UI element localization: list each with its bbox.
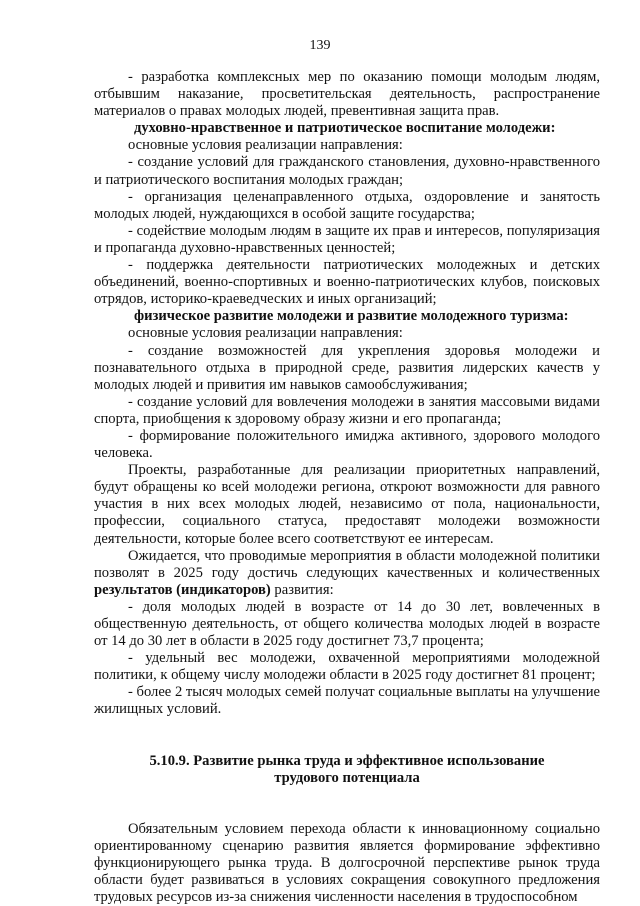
paragraph: Обязательным условием перехода области к инновационному социально ориентированному сценарию развития является формирование эффективно функционирующего рынка труда. В долгосрочной перспективе рынок труда области будет развиваться в условиях сокращения совокупного предложения трудовых ресурсов из-за снижения численности населения в трудоспособном	[94, 820, 600, 905]
list-item: - более 2 тысяч молодых семей получат социальные выплаты на улучшение жилищных условий.	[94, 684, 600, 718]
list-item: - организация целенаправленного отдыха, оздоровление и занятость молодых людей, нуждающихся в особой защите государства;	[94, 188, 600, 222]
section-heading	[94, 753, 600, 787]
list-item: - формирование положительного имиджа активного, здорового молодого человека.	[94, 427, 600, 462]
list-item: - создание условий для гражданского становления, духовно-нравственного и патриотического воспитания молодых граждан;	[94, 154, 600, 188]
paragraph: основные условия реализации направления:	[128, 325, 403, 342]
list-item: - доля молодых людей в возрасте от 14 до 30 лет, вовлеченных в общественную деятельность, от общего количества молодых людей в возрасте от 14 до 30 лет в области в 2025 году достигнет 73,7 процента;	[94, 598, 600, 650]
paragraph-expected-results	[94, 548, 600, 599]
paragraph: Проекты, разработанные для реализации приоритетных направлений, будут обращены ко всей молодежи региона, откроют возможности для равного участия в них всех молодых людей, независимо от пола, национальности, профессии, социального статуса, предоставят молодежи возможности деятельности, которые более всего соответствуют ее интересам.	[94, 462, 600, 547]
document-body	[94, 69, 600, 906]
page-number: 139	[309, 38, 331, 53]
list-item: - создание возможностей для укрепления здоровья молодежи и познавательного отдыха в природной среде, развития лидерских качеств у молодых людей и привития им навыков самообслуживания;	[94, 342, 600, 393]
section-heading-line1: 5.10.9. Развитие рынка труда и эффективное использование	[149, 752, 545, 769]
subheading-physical-development: физическое развитие молодежи и развитие молодежного туризма:	[134, 308, 569, 325]
paragraph-text: Ожидается, что проводимые мероприятия в области молодежной политики позволят в 2025 году достичь следующих качественных и количественных	[94, 547, 600, 581]
list-item: - поддержка деятельности патриотических молодежных и детских объединений, военно-спортивных и военно-патриотических клубов, поисковых отрядов, историко-краеведческих и иных организаций;	[94, 257, 600, 308]
paragraph-text-tail: развития:	[270, 581, 334, 598]
list-item: - удельный вес молодежи, охваченной мероприятиями молодежной политики, к общему числу молодежи области в 2025 году достигнет 81 процент;	[94, 650, 600, 684]
paragraph: - разработка комплексных мер по оказанию помощи молодым людям, отбывшим наказание, просветительская деятельность, распространение материалов о правах молодых людей, превентивная защита прав.	[94, 69, 600, 120]
paragraph: основные условия реализации направления:	[128, 137, 403, 154]
subheading-spiritual-education: духовно-нравственное и патриотическое воспитание молодежи:	[134, 120, 556, 137]
results-emphasis: результатов (индикаторов)	[94, 581, 271, 598]
list-item: - содействие молодым людям в защите их прав и интересов, популяризация и пропаганда духовно-нравственных ценностей;	[94, 222, 600, 256]
section-heading-line2: трудового потенциала	[274, 769, 420, 786]
list-item: - создание условий для вовлечения молодежи в занятия массовыми видами спорта, приобщения к здоровому образу жизни и его пропаганда;	[94, 393, 600, 427]
